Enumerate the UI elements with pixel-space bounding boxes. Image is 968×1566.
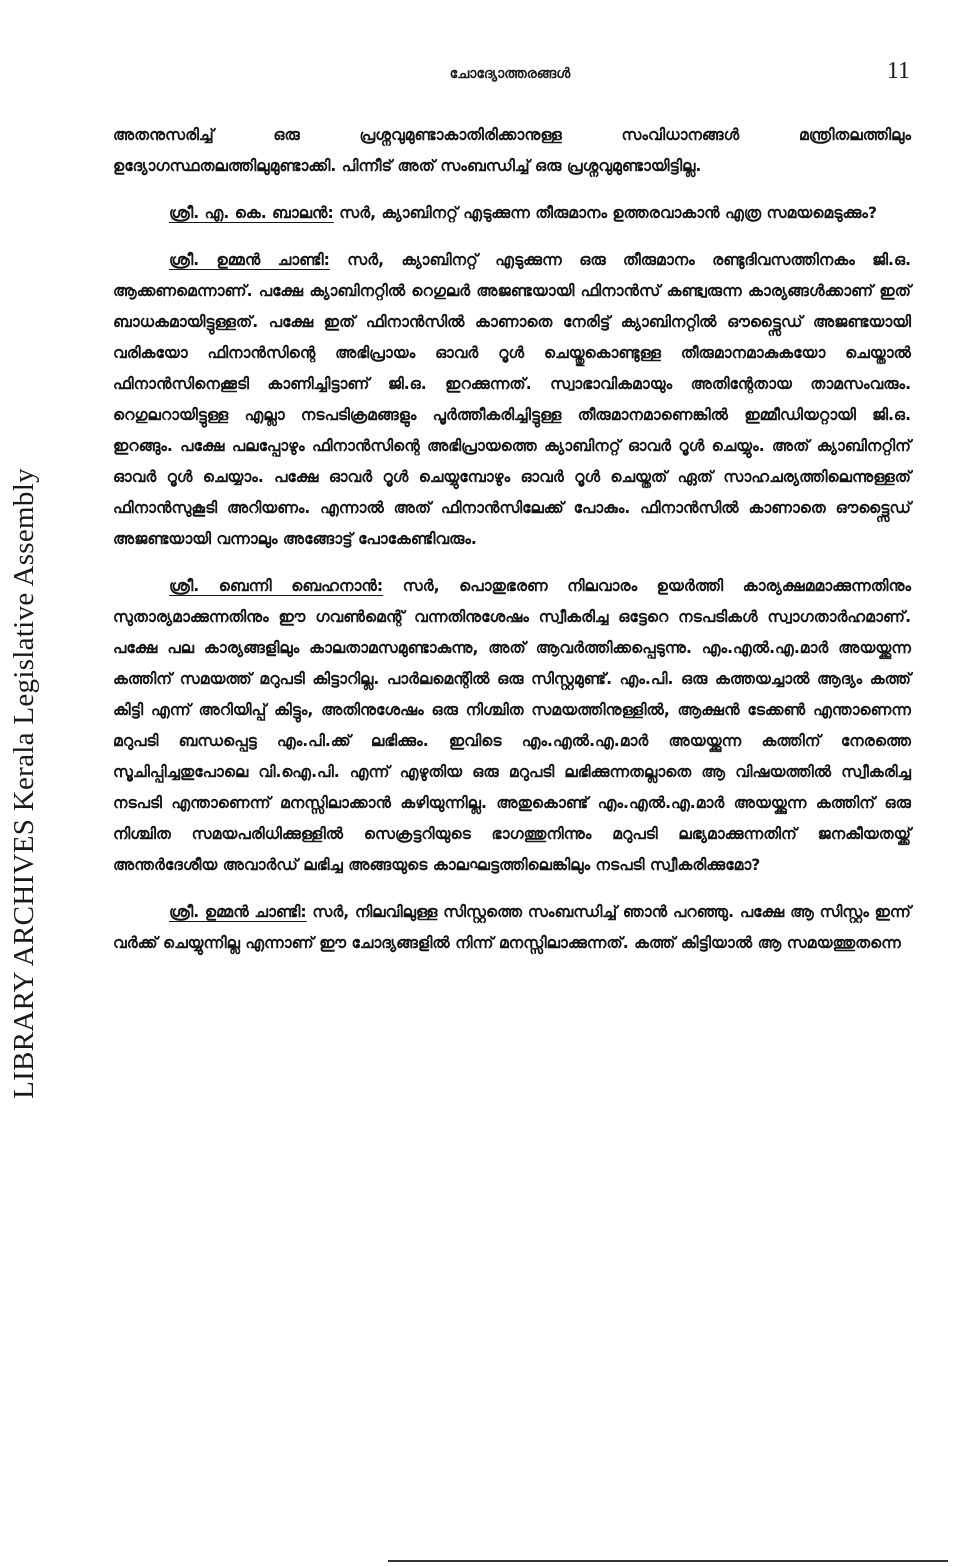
paragraph	[113, 897, 911, 959]
paragraph	[113, 198, 911, 229]
speaker-name: ശ്രീ. എ. കെ. ബാലൻ:	[169, 204, 334, 222]
paragraph-text: സർ, ക്യാബിനറ്റ് എടുക്കുന്ന ഒരു തീരുമാനം രണ്ടുദിവസത്തിനകം ജി.ഒ. ആക്കണമെന്നാണ്. പക്ഷേ ക്യാബിനറ്റിൽ റെഗുലർ അജണ്ടയായി ഫിനാൻസ് കണ്ട്വരുന്ന കാര്യങ്ങൾക്കാണ് ഇത് ബാധകമായിട്ടുള്ളത്. പക്ഷേ ഇത് ഫിനാൻസിൽ കാണാതെ നേരിട്ട് ക്യാബിനറ്റിൽ ഔട്ട്സൈഡ് അജണ്ടയായി വരികയോ ഫിനാൻസിന്റെ അഭിപ്രായം ഓവർ റൂൾ ചെയ്തുകൊണ്ടുള്ള തീരുമാനമാകുകയോ ചെയ്താൽ ഫിനാൻസിനെക്കൂടി കാണിച്ചിട്ടാണ് ജി.ഒ. ഇറക്കുന്നത്. സ്വാഭാവികമായും അതിന്റേതായ താമസംവരും. റെഗുലറായിട്ടുള്ള എല്ലാ നടപടിക്രമങ്ങളും പൂർത്തീകരിച്ചിട്ടുള്ള തീരുമാനമാണെങ്കിൽ ഇമ്മീഡിയറ്റായി ജി.ഒ. ഇറങ്ങും. പക്ഷേ പലപ്പോഴും ഫിനാൻസിന്റെ അഭിപ്രായത്തെ ക്യാബിനറ്റ് ഓവർ റൂൾ ചെയ്യും. അത് ക്യാബിനറ്റിന് ഓവർ റൂൾ ചെയ്യാം. പക്ഷേ ഓവർ റൂൾ ചെയ്യുമ്പോഴും ഓവർ റൂൾ ചെയ്തത് ഏത് സാഹചര്യത്തിലെന്നുള്ളത് ഫിനാൻസുകൂടി അറിയണം. എന്നാൽ അത് ഫിനാൻസിലേക്ക് പോകും. ഫിനാൻസിൽ കാണാതെ ഔട്ട്സൈഡ് അജണ്ടയായി വന്നാലും അങ്ങോട്ട് പോകേണ്ടിവരും.	[113, 251, 911, 548]
speaker-name: ശ്രീ. ഉമ്മൻ ചാണ്ടി:	[169, 903, 307, 921]
page-number: 11	[886, 58, 910, 84]
watermark-text: LIBRARY ARCHIVES Kerala Legislative Assembly	[7, 467, 40, 1099]
footer-rule	[388, 1560, 948, 1562]
paragraph	[113, 245, 911, 555]
paragraph-text: സർ, പൊതുഭരണ നിലവാരം ഉയർത്തി കാര്യക്ഷമമാക്കുന്നതിനും സുതാര്യമാക്കുന്നതിനും ഈ ഗവൺമെന്റ് വന്നതിനുശേഷം സ്വീകരിച്ച ഒട്ടേറെ നടപടികൾ സ്വാഗതാർഹമാണ്. പക്ഷേ പല കാര്യങ്ങളിലും കാലതാമസമുണ്ടാകുന്നു, അത് ആവർത്തിക്കപ്പെടുന്നു. എം.എൽ.എ.മാർ അയയ്ക്കുന്ന കത്തിന് സമയത്ത് മറുപടി കിട്ടാറില്ല. പാർലമെന്റിൽ ഒരു സിസ്റ്റമുണ്ട്. എം.പി. ഒരു കത്തയച്ചാൽ ആദ്യം കത്ത് കിട്ടി എന്ന് അറിയിപ്പ് കിട്ടും, അതിനുശേഷം ഒരു നിശ്ചിത സമയത്തിനുള്ളിൽ, ആക്ഷൻ ടേക്കൺ എന്താണെന്ന മറുപടി ബന്ധപ്പെട്ട എം.പി.ക്ക് ലഭിക്കും. ഇവിടെ എം.എൽ.എ.മാർ അയയ്ക്കുന്ന കത്തിന് നേരത്തെ സൂചിപ്പിച്ചതുപോലെ വി.ഐ.പി. എന്ന് എഴുതിയ ഒരു മറുപടി ലഭിക്കുന്നതല്ലാതെ ആ വിഷയത്തിൽ സ്വീകരിച്ച നടപടി എന്താണെന്ന് മനസ്സിലാക്കാൻ കഴിയുന്നില്ല. അതുകൊണ്ട് എം.എൽ.എ.മാർ അയയ്ക്കുന്ന കത്തിന് ഒരു നിശ്ചിത സമയപരിധിക്കുള്ളിൽ സെക്രട്ടറിയുടെ ഭാഗത്തുനിന്നും മറുപടി ലഭ്യമാക്കുന്നതിന് ജനകീയതയ്ക്ക് അന്തർദേശീയ അവാർഡ് ലഭിച്ച അങ്ങയുടെ കാലഘട്ടത്തിലെങ്കിലും നടപടി സ്വീകരിക്കുമോ?	[113, 577, 911, 874]
paragraph-text: സർ, ക്യാബിനറ്റ് എടുക്കുന്ന തീരുമാനം ഉത്തരവാകാൻ എത്ര സമയമെടുക്കും?	[333, 204, 878, 222]
page-header	[110, 58, 910, 92]
paragraph	[113, 571, 911, 881]
running-title: ചോദ്യോത്തരങ്ങൾ	[449, 66, 571, 82]
speaker-name: ശ്രീ. ബെന്നി ബെഹനാൻ:	[169, 577, 384, 595]
paragraph-text: അതനുസരിച്ച് ഒരു പ്രശ്നവുമുണ്ടാകാതിരിക്കാനുള്ള സംവിധാനങ്ങൾ മന്ത്രിതലത്തിലും ഉദ്യോഗസ്ഥതലത്തിലുമുണ്ടാക്കി. പിന്നീട് അത് സംബന്ധിച്ച് ഒരു പ്രശ്നവുമുണ്ടായിട്ടില്ല.	[113, 126, 911, 175]
page-body	[113, 120, 911, 975]
speaker-name: ശ്രീ. ഉമ്മൻ ചാണ്ടി:	[169, 251, 330, 269]
paragraph-text: സർ, നിലവിലുള്ള സിസ്റ്റത്തെ സംബന്ധിച്ച് ഞാൻ പറഞ്ഞു. പക്ഷേ ആ സിസ്റ്റം ഇന്ന് വർക്ക് ചെയ്യുന്നില്ല എന്നാണ് ഈ ചോദ്യങ്ങളിൽ നിന്ന് മനസ്സിലാക്കുന്നത്. കത്ത് കിട്ടിയാൽ ആ സമയത്തുതന്നെ	[113, 903, 911, 952]
archive-watermark	[2, 0, 46, 1566]
paragraph	[113, 120, 911, 182]
